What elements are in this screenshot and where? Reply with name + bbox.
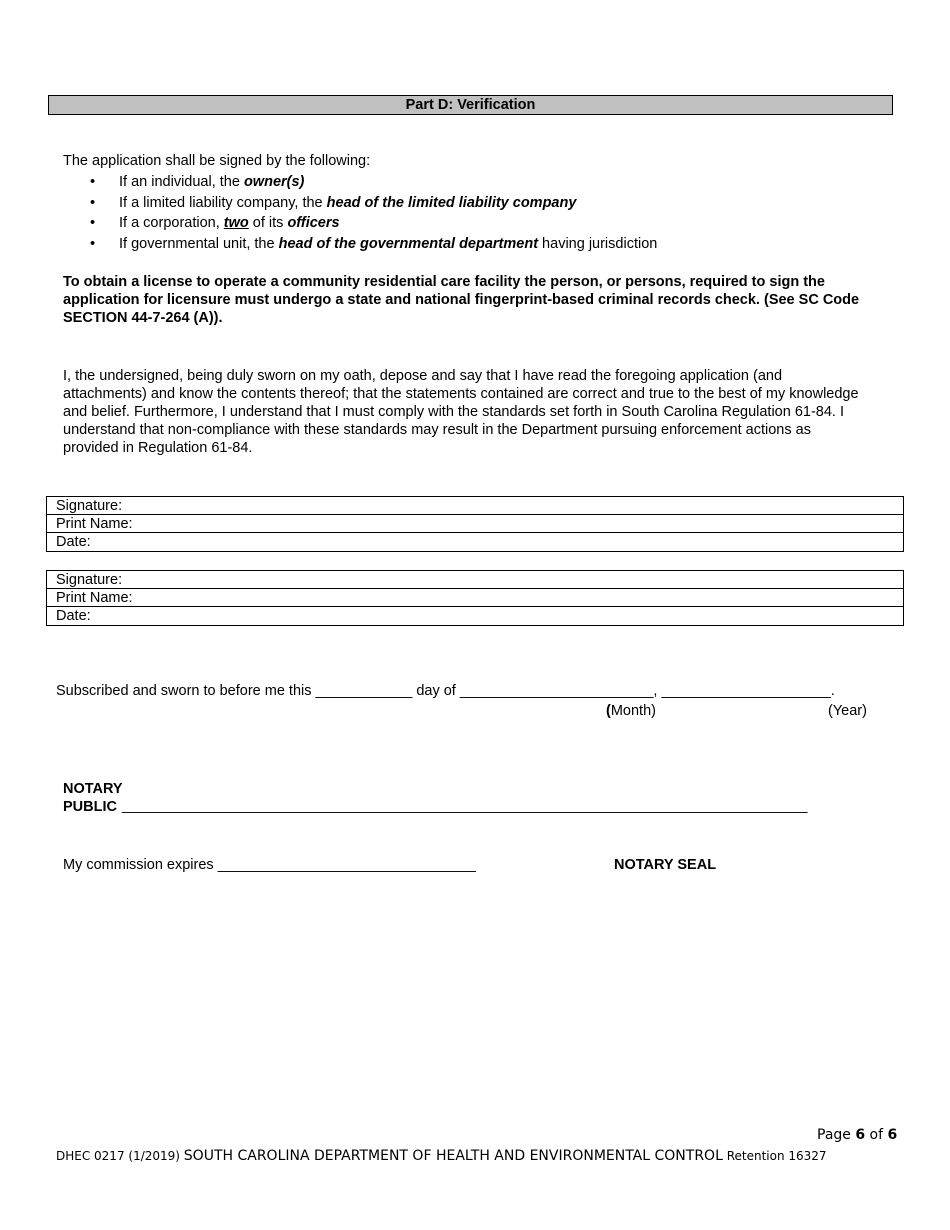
form-footer: DHEC 0217 (1/2019) SOUTH CAROLINA DEPARTMENT OF HEALTH AND ENVIRONMENTAL CONTROL Retention 16327 bbox=[56, 1148, 827, 1164]
section-title: Part D: Verification bbox=[405, 97, 536, 113]
signer-list bbox=[63, 172, 657, 254]
list-item: • If an individual, the owner(s) bbox=[90, 174, 305, 190]
commission-expires[interactable]: My commission expires ________________________________ bbox=[63, 857, 476, 873]
list-item: • If a corporation, two of its officers bbox=[90, 215, 340, 231]
section-header bbox=[48, 95, 893, 115]
date-field[interactable]: Date: bbox=[56, 608, 91, 624]
notary-seal-label: NOTARY SEAL bbox=[614, 857, 717, 873]
page-number: Page 6 of 6 bbox=[817, 1127, 898, 1143]
list-item: • If a limited liability company, the head of the limited liability company bbox=[90, 194, 577, 211]
signature-block-1 bbox=[46, 496, 904, 552]
bullet-icon: • bbox=[90, 174, 96, 190]
emphasis: head of the governmental department bbox=[278, 235, 539, 252]
signature-field[interactable]: Signature: bbox=[47, 497, 903, 515]
bullet-icon: • bbox=[90, 194, 96, 211]
signature-block-2 bbox=[46, 570, 904, 626]
intro-text: The application shall be signed by the following: bbox=[63, 153, 371, 169]
oath-statement: I, the undersigned, being duly sworn on my oath, depose and say that I have read the foregoing application (and attachments) and know the contents thereof; that the statements contained are correct and true to the best of my knowledge and belief. Furthermore, I understand that I must comply with the standards set forth in South Carolina Regulation 61-84. I understand that non-compliance with these standards may result in the Department pursuing enforcement actions as provided in Regulation 61-84. bbox=[63, 368, 859, 456]
bullet-icon: • bbox=[90, 235, 96, 252]
emphasis: owner(s) bbox=[243, 174, 305, 190]
emphasis-underlined: two bbox=[223, 215, 249, 231]
signature-field[interactable]: Signature: bbox=[47, 571, 903, 589]
print-name-field[interactable]: Print Name: bbox=[47, 589, 903, 607]
emphasis: head of the limited liability company bbox=[326, 194, 577, 211]
year-label: (Year) bbox=[828, 703, 867, 719]
print-name-field[interactable]: Print Name: bbox=[47, 515, 903, 533]
date-field[interactable]: Date: bbox=[56, 534, 91, 550]
list-item: • If governmental unit, the head of the governmental department having jurisdiction bbox=[90, 235, 658, 252]
license-notice: To obtain a license to operate a community residential care facility the person, or persons, required to sign the application for licensure must undergo a state and national fingerprint-based criminal records check. (See SC Code SECTION 44-7-264 (A)). bbox=[63, 274, 860, 326]
bullet-icon: • bbox=[90, 215, 96, 231]
emphasis: officers bbox=[287, 215, 340, 231]
sworn-statement[interactable]: Subscribed and sworn to before me this ____________ day of ________________________, _____________________. bbox=[56, 683, 835, 699]
month-label: (Month) bbox=[606, 703, 656, 719]
notary-signature-line[interactable]: _____________________________________________________________________________________ bbox=[122, 798, 808, 814]
notary-public-label: NOTARY PUBLIC bbox=[63, 781, 123, 815]
